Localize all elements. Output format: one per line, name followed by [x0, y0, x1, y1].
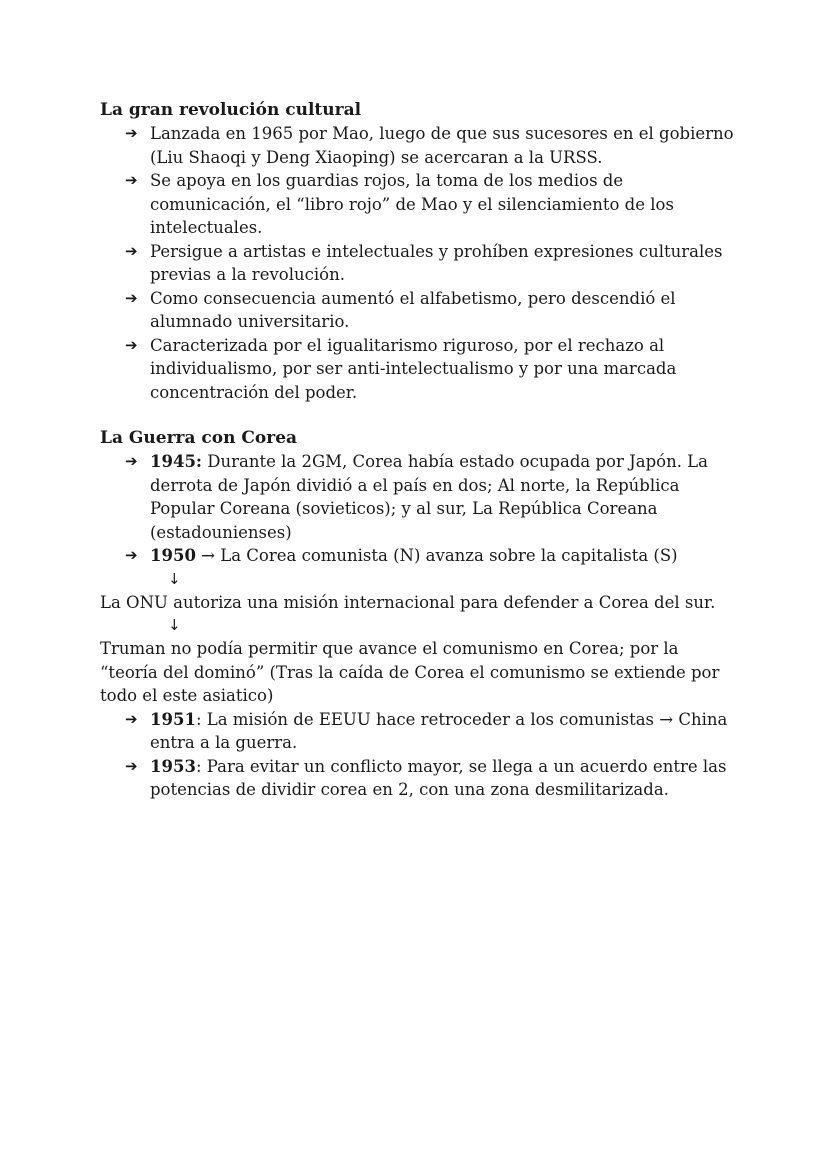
list-item-text: Lanzada en 1965 por Mao, luego de que sus sucesores en el gobierno (Liu Shaoqi y Deng Xiaoping) se acercaran a la URSS.	[150, 124, 734, 167]
list-item	[100, 169, 740, 240]
right-arrow-icon: ➔	[125, 452, 138, 470]
year-label: 1950	[150, 546, 196, 565]
down-arrow-icon: ↓	[168, 616, 181, 634]
list-item	[100, 544, 740, 568]
list-item	[100, 334, 740, 405]
list-item-text: Caracterizada por el igualitarismo riguroso, por el rechazo al individualismo, por ser anti-intelectualismo y por una marcada concentración del poder.	[150, 335, 677, 402]
list-item	[100, 287, 740, 334]
list-item	[100, 708, 740, 755]
list-item	[100, 755, 740, 802]
right-arrow-icon: ➔	[125, 756, 138, 775]
list-item-text: Como consecuencia aumentó el alfabetismo, pero descendió el alumnado universitario.	[150, 288, 676, 331]
right-arrow-icon: ➔	[125, 171, 138, 189]
right-arrow-icon: ➔	[125, 546, 138, 564]
right-arrow-icon: ➔	[125, 335, 138, 354]
section-title-guerra-corea: La Guerra con Corea	[100, 428, 298, 448]
list-item	[100, 450, 740, 544]
list-item-text: Persigue a artistas e intelectuales y prohíben expresiones culturales previas a la revolución.	[150, 241, 723, 284]
right-arrow-icon: ➔	[125, 124, 138, 142]
right-arrow-icon: ➔	[125, 709, 138, 728]
section-title-revolucion-cultural: La gran revolución cultural	[100, 100, 362, 120]
right-arrow-icon: ➔	[125, 288, 138, 307]
document-content	[100, 98, 740, 802]
year-label: 1951	[150, 709, 196, 729]
list-item-text: Durante la 2GM, Corea había estado ocupada por Japón. La derrota de Japón dividió a el país en dos; Al norte, la República Popular Coreana (sovieticos); y al sur, La República Coreana (estadounienses)	[150, 452, 708, 542]
list-item-text: : Para evitar un conflicto mayor, se llega a un acuerdo entre las potencias de dividir corea en 2, con una zona desmilitarizada.	[150, 756, 727, 799]
list-item	[100, 240, 740, 287]
list-item-text: : La misión de EEUU hace retroceder a los comunistas → China entra a la guerra.	[150, 709, 728, 752]
year-label: 1945:	[150, 452, 203, 471]
revolucion-bullet-list	[100, 122, 740, 404]
list-item	[100, 122, 740, 169]
down-arrow-icon: ↓	[168, 569, 181, 588]
corea-bullet-list-2	[100, 708, 740, 802]
truman-paragraph: Truman no podía permitir que avance el comunismo en Corea; por la “teoría del dominó” (Tras la caída de Corea el comunismo se extiende por todo el este asiatico)	[100, 639, 720, 705]
corea-bullet-list	[100, 450, 740, 568]
year-label: 1953	[150, 756, 196, 776]
onu-paragraph: La ONU autoriza una misión internacional para defender a Corea del sur.	[100, 592, 716, 612]
list-item-text: → La Corea comunista (N) avanza sobre la capitalista (S)	[195, 546, 678, 565]
list-item-text: Se apoya en los guardias rojos, la toma de los medios de comunicación, el “libro rojo” de Mao y el silenciamiento de los intelectuales.	[150, 171, 674, 237]
right-arrow-icon: ➔	[125, 241, 138, 260]
